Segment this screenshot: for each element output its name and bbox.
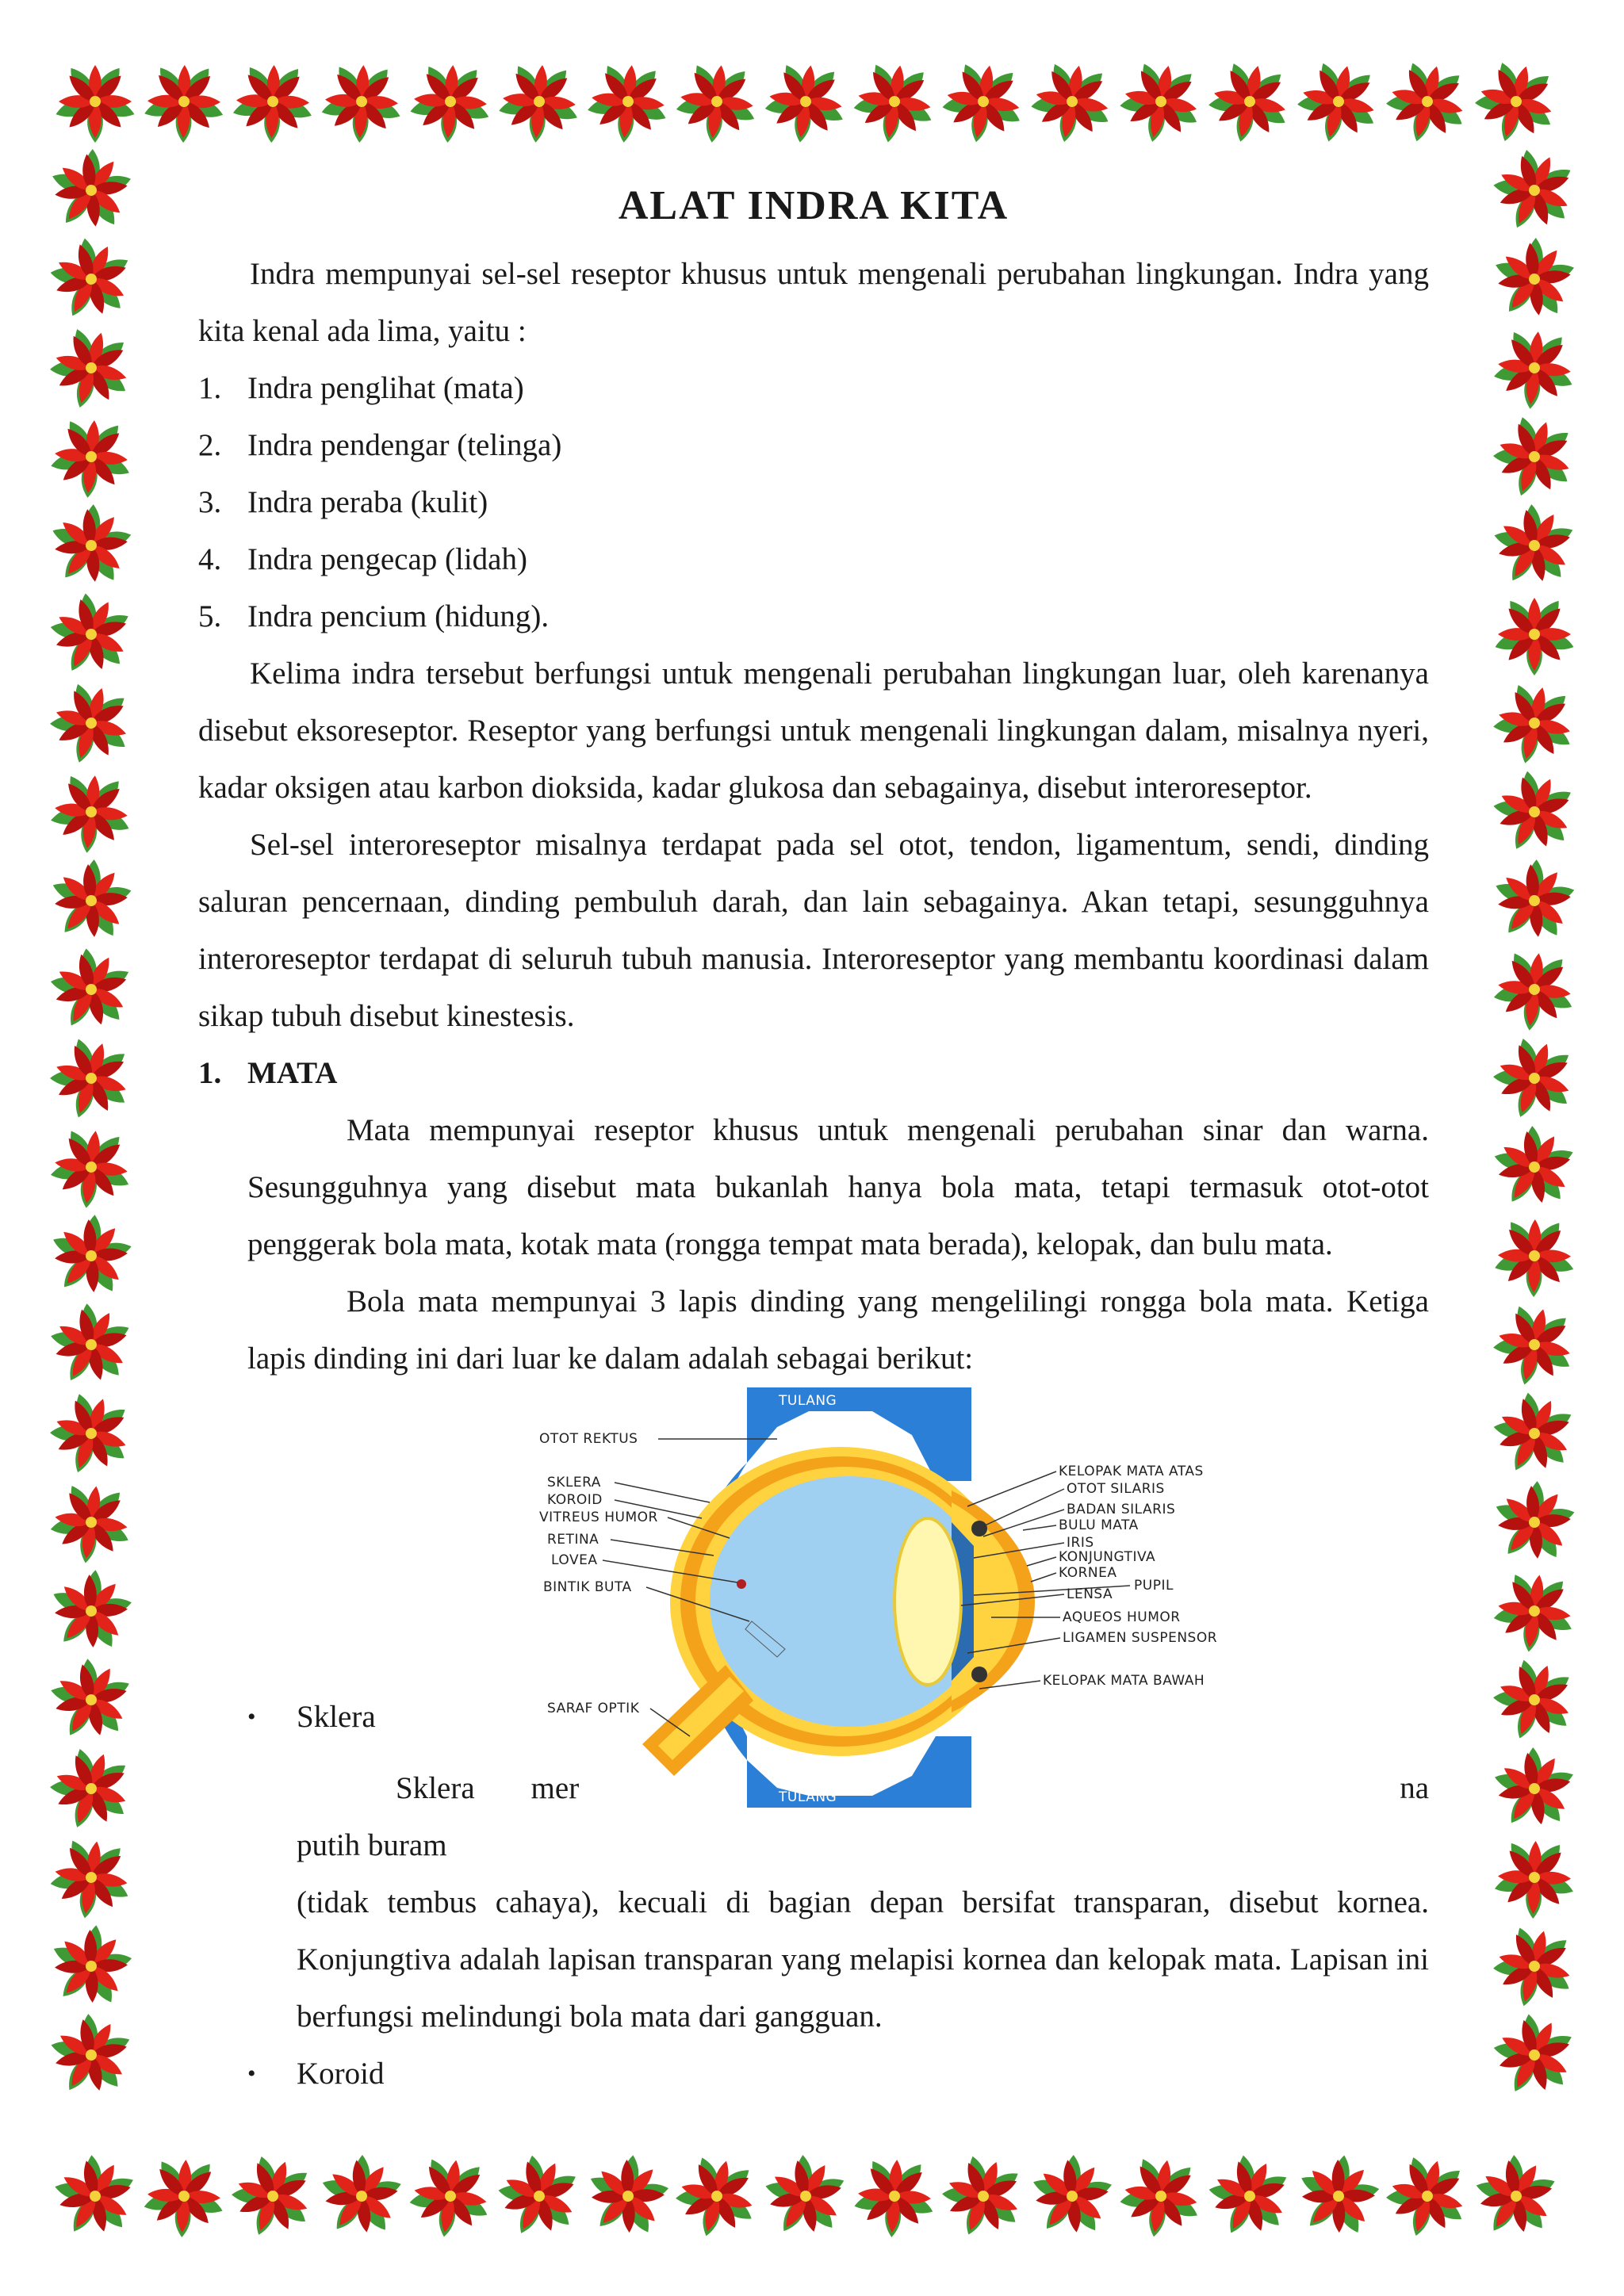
poinsettia-flower — [582, 59, 673, 147]
poinsettia-flower — [1112, 55, 1209, 151]
poinsettia-flower — [1492, 596, 1576, 675]
svg-text:AQUEOS HUMOR: AQUEOS HUMOR — [1063, 1609, 1181, 1625]
poinsettia-flower — [46, 415, 136, 502]
bullet-sklera: • Sklera — [247, 1700, 376, 1734]
poinsettia-flower — [1194, 2144, 1304, 2252]
poinsettia-flower — [1465, 54, 1566, 153]
svg-text:KOROID: KOROID — [547, 1492, 603, 1508]
svg-text:KONJUNGTIVA: KONJUNGTIVA — [1059, 1549, 1156, 1565]
poinsettia-flower — [33, 1910, 147, 2025]
poinsettia-flower — [1477, 224, 1591, 337]
poinsettia-flower — [304, 2141, 418, 2254]
bullet-koroid: • Koroid — [247, 2057, 385, 2091]
poinsettia-flower — [39, 1029, 143, 1130]
poinsettia-flower — [1488, 326, 1580, 413]
poinsettia-flower — [406, 61, 495, 146]
sklera-text-start: Sklera mer — [396, 1771, 580, 1805]
section-heading-mata: 1. MATA — [198, 1056, 338, 1090]
poinsettia-flower — [1476, 845, 1590, 959]
svg-text:VITREUS HUMOR: VITREUS HUMOR — [539, 1510, 658, 1525]
poinsettia-flower — [220, 2146, 325, 2249]
poinsettia-flower — [33, 135, 147, 248]
poinsettia-flower — [403, 2152, 497, 2244]
poinsettia-flower — [671, 59, 763, 147]
svg-text:SKLERA: SKLERA — [547, 1475, 601, 1490]
poinsettia-flower — [33, 845, 147, 959]
poinsettia-flower — [850, 2156, 939, 2241]
poinsettia-flower — [38, 1739, 144, 1842]
document-body — [198, 174, 1429, 2103]
poinsettia-flower — [1376, 2149, 1477, 2248]
poinsettia-flower — [1484, 1919, 1584, 2017]
poinsettia-flower — [1014, 2141, 1128, 2254]
label-tulang-bottom: TULANG — [779, 1789, 837, 1805]
svg-text:RETINA: RETINA — [547, 1532, 599, 1548]
poinsettia-flower — [35, 581, 146, 690]
poinsettia-flower — [1377, 54, 1477, 152]
poinsettia-flower — [1479, 138, 1588, 245]
sklera-text-end: na putih buram — [297, 1771, 1429, 1862]
poinsettia-flower — [484, 2144, 593, 2252]
svg-text:KELOPAK MATA ATAS: KELOPAK MATA ATAS — [1059, 1464, 1204, 1479]
svg-text:KELOPAK MATA BAWAH: KELOPAK MATA BAWAH — [1043, 1673, 1205, 1689]
poinsettia-flower — [1481, 408, 1586, 510]
paragraph-interoreseptor: Sel-sel interoreseptor misalnya terdapat pada sel otot, tendon, ligamentum, sendi, dinding saluran pencernaan, dinding pembuluh darah, dan lain sebagainya. Akan tetapi, sesungguhnya interoreseptor terdapat di seluruh tubuh manusia. Interoreseptor yang membantu koordinasi dalam sikap tubuh disebut kinestesis. — [198, 828, 1429, 1033]
poinsettia-flower — [33, 1555, 147, 1669]
poinsettia-flower — [38, 1384, 143, 1487]
poinsettia-flower — [1477, 1734, 1590, 1846]
svg-text:LOVEA: LOVEA — [551, 1552, 598, 1568]
poinsettia-flower — [1488, 947, 1580, 1035]
svg-text:OTOT REKTUS: OTOT REKTUS — [539, 1431, 638, 1447]
list-item: 1. Indra penglihat (mata) — [198, 371, 524, 405]
list-item: 5. Indra pencium (hidung). — [198, 599, 550, 633]
poinsettia-flower — [494, 60, 584, 147]
poinsettia-flower — [749, 2142, 861, 2253]
poinsettia-flower — [40, 320, 141, 419]
svg-text:BINTIK BUTA: BINTIK BUTA — [543, 1579, 632, 1595]
poinsettia-flower — [1288, 55, 1388, 151]
poinsettia-flower — [847, 58, 941, 149]
poinsettia-flower — [1480, 1649, 1587, 1753]
poinsettia-flower — [44, 1479, 138, 1569]
poinsettia-flower — [34, 2001, 147, 2112]
poinsettia-flower — [142, 63, 227, 144]
poinsettia-flower — [44, 1834, 138, 1925]
sklera-text-rest: (tidak tembus cahaya), kecuali di bagian depan bersifat transparan, disebut kornea. Konjungtiva adalah lapisan transparan yang melapisi kornea dan kelopak mata. Lapisan ini berfungsi melindungi bola mata dari gangguan. — [297, 1885, 1429, 2034]
poinsettia-flower — [230, 62, 316, 144]
poinsettia-flower — [1478, 2002, 1589, 2110]
poinsettia-flower — [1280, 2140, 1395, 2255]
svg-text:BULU MATA: BULU MATA — [1059, 1517, 1139, 1533]
poinsettia-flower — [35, 936, 146, 1046]
mata-paragraph-1: Mata mempunyai reseptor khusus untuk mengenali perubahan sinar dan warna. Sesungguhnya yang disebut mata bukanlah hanya bola mata, tetapi termasuk otot-otot penggerak bola mata, kotak mata (rongga tempat mata berada), kelopak, dan bulu mata. — [247, 1113, 1429, 1261]
list-item: 3. Indra peraba (kulit) — [198, 485, 488, 519]
poinsettia-flower — [1113, 2152, 1208, 2244]
svg-text:KORNEA: KORNEA — [1059, 1565, 1117, 1581]
poinsettia-flower — [36, 227, 146, 335]
mata-paragraph-2: Bola mata mempunyai 3 lapis dinding yang mengelilingi rongga bola mata. Ketiga lapis dinding ini dari luar ke dalam adalah sebagai berikut: — [247, 1284, 1429, 1376]
poinsettia-flower — [666, 2149, 767, 2247]
poinsettia-flower — [1024, 56, 1120, 150]
poinsettia-flower — [318, 61, 405, 144]
poinsettia-flower — [759, 58, 852, 148]
label-tulang-top: TULANG — [779, 1393, 837, 1409]
intro-paragraph: Indra mempunyai sel-sel reseptor khusus untuk mengenali perubahan lingkungan. Indra yang kita kenal ada lima, yaitu : — [198, 257, 1429, 348]
poinsettia-flower — [1484, 1298, 1584, 1395]
page-title: ALAT INDRA KITA — [618, 183, 1009, 228]
svg-text:IRIS: IRIS — [1067, 1535, 1094, 1551]
svg-text:OTOT SILARIS: OTOT SILARIS — [1067, 1481, 1165, 1497]
svg-text:LENSA: LENSA — [1067, 1586, 1113, 1602]
poinsettia-flower — [33, 1200, 147, 1314]
poinsettia-flower — [1481, 1028, 1587, 1131]
poinsettia-flower — [140, 2156, 228, 2239]
poinsettia-flower — [1488, 1567, 1581, 1658]
poinsettia-flower — [35, 1291, 147, 1401]
section-mata-body — [247, 1102, 1429, 1387]
poinsettia-flower — [40, 675, 143, 775]
list-item: 4. Indra pengecap (lidah) — [198, 542, 527, 576]
poinsettia-flower — [1200, 55, 1299, 151]
poinsettia-flower — [1459, 2141, 1572, 2253]
poinsettia-flower — [45, 770, 136, 857]
poinsettia-flower — [935, 57, 1031, 150]
svg-text:BADAN SILARIS: BADAN SILARIS — [1067, 1502, 1176, 1517]
poinsettia-flower — [1477, 492, 1590, 603]
poinsettia-flower — [53, 63, 136, 143]
svg-text:SARAF OPTIK: SARAF OPTIK — [547, 1701, 640, 1716]
eye-anatomy-diagram — [539, 1387, 1253, 1808]
poinsettia-flower — [38, 2142, 150, 2253]
poinsettia-flower — [1476, 1467, 1591, 1581]
senses-list — [198, 360, 1429, 645]
list-item: 2. Indra pendengar (telinga) — [198, 428, 562, 462]
poinsettia-flower — [33, 490, 147, 604]
sklera-description — [297, 1760, 1429, 2045]
paragraph-eksoreseptor: Kelima indra tersebut berfungsi untuk mengenali perubahan lingkungan luar, oleh karenanya disebut eksoreseptor. Reseptor yang berfungsi untuk mengenali lingkungan dalam, misalnya nyeri, kadar oksigen atau karbon dioksida, kadar glukosa dan sebagainya, disebut interoreseptor. — [198, 656, 1429, 805]
svg-text:LIGAMEN SUSPENSOR: LIGAMEN SUSPENSOR — [1063, 1630, 1218, 1646]
poinsettia-flower — [1477, 1112, 1590, 1224]
poinsettia-flower — [1479, 760, 1588, 867]
poinsettia-flower — [1479, 1381, 1589, 1490]
poinsettia-flower — [1492, 1217, 1577, 1298]
svg-text:PUPIL: PUPIL — [1134, 1578, 1174, 1594]
poinsettia-flower — [1492, 1838, 1577, 1919]
poinsettia-flower — [929, 2145, 1036, 2249]
poinsettia-flower — [1484, 677, 1584, 773]
poinsettia-flower — [569, 2140, 684, 2255]
poinsettia-flower — [34, 1646, 146, 1757]
poinsettia-flower — [45, 1124, 137, 1213]
